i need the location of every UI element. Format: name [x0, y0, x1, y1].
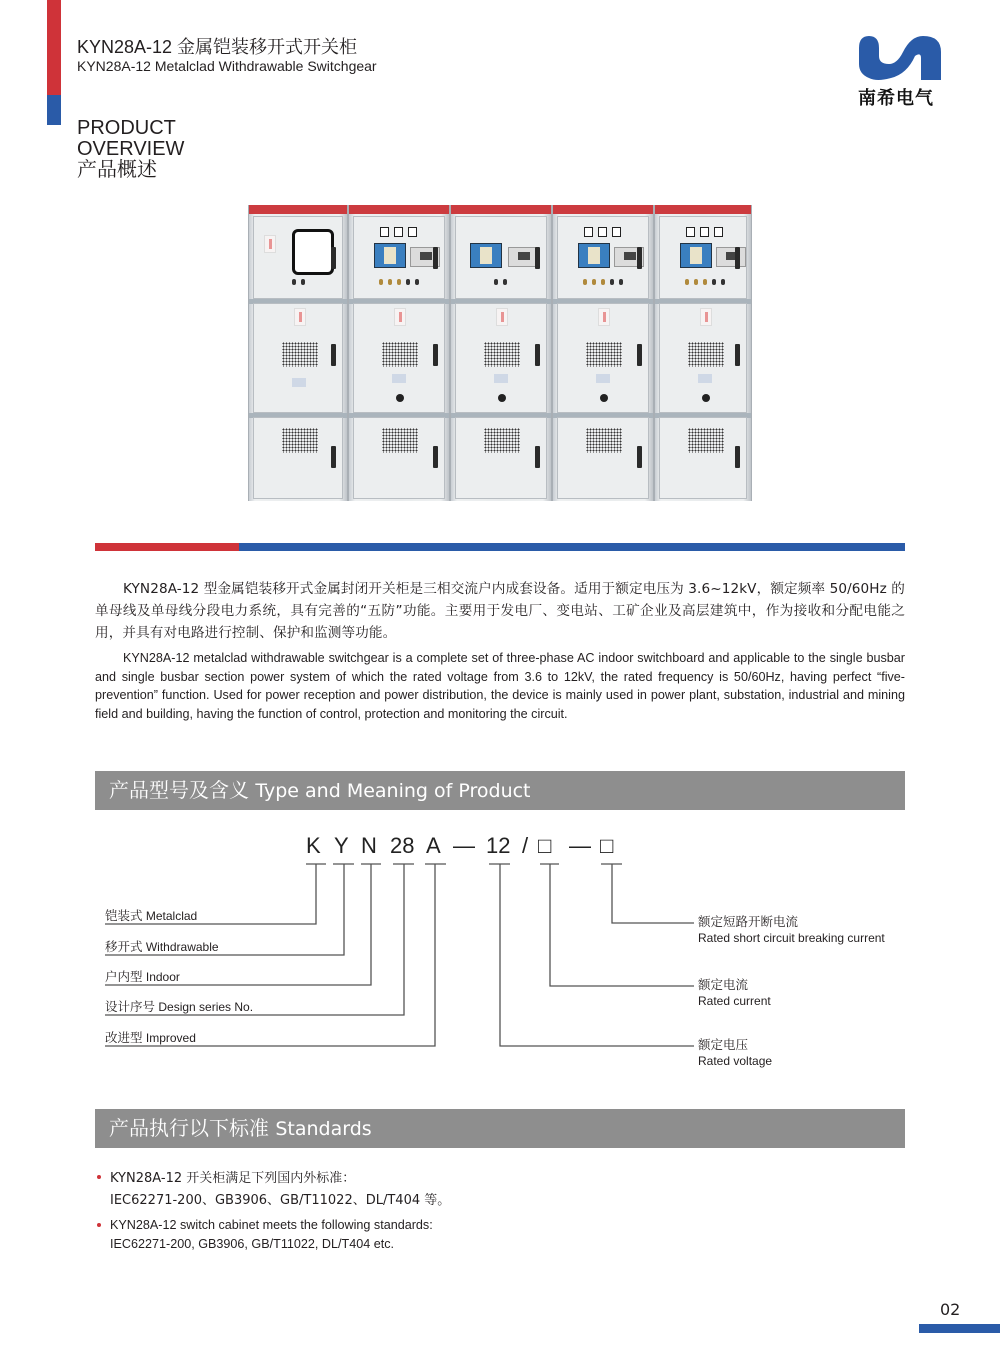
cabinet-q4	[552, 205, 654, 501]
header-accent-bar-red	[47, 0, 61, 95]
operating-hole	[702, 394, 710, 402]
ventilation-grille	[586, 428, 622, 453]
code-part-dash-2: —	[569, 833, 591, 858]
cabinet-nameplate	[553, 205, 653, 214]
page-title-en: KYN28A-12 Metalclad Withdrawable Switchgear	[77, 58, 377, 74]
cabinet-breaker-compartment	[557, 303, 649, 413]
door-handle	[331, 446, 336, 468]
page-number: 02	[940, 1300, 961, 1319]
label-en: Rated short circuit breaking current	[698, 931, 885, 945]
divider-bar-blue	[239, 543, 905, 551]
observation-window	[292, 229, 334, 275]
section-title-cn: 产品执行以下标准	[109, 1116, 269, 1140]
cabinet-nameplate	[451, 205, 551, 214]
protection-relay	[578, 243, 610, 268]
cabinet-breaker-compartment	[253, 303, 343, 413]
door-handle	[433, 446, 438, 468]
section-heading-overview	[77, 118, 184, 181]
cabinet-breaker-compartment	[455, 303, 547, 413]
label-cn: 额定电流	[698, 977, 749, 992]
type-label-design-series	[105, 997, 253, 1015]
door-handle	[433, 344, 438, 366]
label-en: Metalclad	[145, 909, 198, 923]
door-handle	[535, 247, 540, 269]
type-label-breaking-current	[698, 914, 885, 946]
intro-paragraph-en: KYN28A-12 metalclad withdrawable switchgear is a complete set of three-phase AC indoor switchboard and applicable to the single busbar and single busbar section power system of which the rated voltage from 3.6 to 12kV, the rated frequency is 50/60Hz, having perfect “five-prevention” function. Used for power reception and power distribution, the device is mainly used in power plant, substation, industrial and mining field and building, having the function of control, protection and monitoring the circuit.	[95, 651, 905, 721]
ventilation-grille	[484, 342, 520, 367]
label-en: Design series No.	[158, 1000, 254, 1014]
label-cn: 改进型	[105, 1030, 143, 1045]
cabinet-q2	[348, 205, 450, 501]
code-part-box-2: □	[600, 833, 614, 858]
multifunction-meter	[716, 247, 746, 267]
code-part-28: 28	[390, 833, 415, 858]
cabinet-breaker-compartment	[353, 303, 445, 413]
standards-item-en	[95, 1216, 905, 1254]
standards-item-line: KYN28A-12 switch cabinet meets the following standards:	[110, 1218, 433, 1232]
overview-line-1: PRODUCT	[77, 117, 176, 139]
protection-relay	[680, 243, 712, 268]
label-cn: 移开式	[105, 939, 143, 954]
page-number-bar	[919, 1324, 1000, 1333]
code-part-box-1: □	[538, 833, 552, 858]
type-label-rated-current	[698, 977, 771, 1009]
door-handle	[331, 344, 336, 366]
header-accent-bar-blue	[47, 95, 61, 125]
section-title-cn: 产品型号及含义	[109, 778, 249, 802]
protection-relay	[374, 243, 406, 268]
door-handle	[637, 344, 642, 366]
door-handle	[535, 446, 540, 468]
operating-hole	[396, 394, 404, 402]
cabinet-instrument-compartment	[353, 216, 445, 299]
type-label-improved	[105, 1028, 196, 1046]
door-handle	[535, 344, 540, 366]
cabinet-q1	[248, 205, 348, 501]
door-handle	[331, 247, 336, 269]
label-cn: 额定电压	[698, 1037, 749, 1052]
label-en: Rated voltage	[698, 1054, 773, 1068]
section-header-standards	[95, 1109, 905, 1148]
cabinet-cable-compartment	[253, 417, 343, 499]
overview-line-3: 产品概述	[77, 159, 157, 181]
cabinet-nameplate	[249, 205, 347, 214]
divider-bar-red	[95, 543, 239, 551]
cabinet-instrument-compartment	[253, 216, 343, 299]
label-cn: 铠装式	[105, 908, 143, 923]
code-part-n: N	[361, 833, 377, 858]
door-handle	[637, 446, 642, 468]
type-label-rated-voltage	[698, 1037, 772, 1069]
door-handle	[735, 247, 740, 269]
cabinet-q3	[450, 205, 552, 501]
type-label-withdrawable	[105, 937, 219, 955]
cabinet-instrument-compartment	[557, 216, 649, 299]
label-cn: 户内型	[105, 969, 143, 984]
ventilation-grille	[282, 428, 318, 453]
code-part-y: Y	[334, 833, 349, 858]
code-part-12: 12	[486, 833, 511, 858]
label-en: Indoor	[145, 970, 180, 984]
ventilation-grille	[484, 428, 520, 453]
protection-relay	[470, 243, 502, 268]
multifunction-meter	[508, 247, 538, 267]
standards-item-line: IEC62271-200、GB3906、GB/T11022、DL/T404 等。	[110, 1193, 451, 1208]
section-header-type-meaning	[95, 771, 905, 810]
cabinet-cable-compartment	[557, 417, 649, 499]
cabinet-cable-compartment	[353, 417, 445, 499]
door-handle	[735, 446, 740, 468]
label-cn: 设计序号	[105, 999, 156, 1014]
label-en: Withdrawable	[145, 940, 219, 954]
ventilation-grille	[586, 342, 622, 367]
label-en: Improved	[145, 1031, 196, 1045]
ventilation-grille	[688, 342, 724, 367]
cabinet-nameplate	[349, 205, 449, 214]
code-part-k: K	[306, 833, 321, 858]
standards-item-line: KYN28A-12 开关柜满足下列国内外标准：	[110, 1171, 356, 1186]
cabinet-q5	[654, 205, 752, 501]
standards-item-line: IEC62271-200, GB3906, GB/T11022, DL/T404 etc.	[110, 1237, 394, 1251]
company-logo-wave-icon	[855, 30, 947, 85]
cabinet-instrument-compartment	[455, 216, 547, 299]
overview-line-2: OVERVIEW	[77, 138, 185, 160]
section-title-en: Standards	[275, 1118, 372, 1140]
company-logo-text: 南希电气	[858, 88, 934, 109]
operating-hole	[498, 394, 506, 402]
cabinet-cable-compartment	[455, 417, 547, 499]
type-label-indoor	[105, 967, 180, 985]
cabinet-nameplate	[655, 205, 751, 214]
type-label-metalclad	[105, 906, 197, 924]
standards-item-cn	[95, 1168, 905, 1212]
cabinet-instrument-compartment	[659, 216, 747, 299]
operating-hole	[600, 394, 608, 402]
cabinet-breaker-compartment	[659, 303, 747, 413]
ventilation-grille	[688, 428, 724, 453]
intro-paragraph-cn: KYN28A-12 型金属铠装移开式金属封闭开关柜是三相交流户内成套设备。适用于额定电压为 3.6~12kV，额定频率 50/60Hz 的单母线及单母线分段电力系统，具有完善的“五防”功能。主要用于发电厂、变电站、工矿企业及高层建筑中，作为接收和分配电能之用，并具有对电路进行控制、保护和监测等功能。	[95, 581, 905, 641]
ventilation-grille	[382, 428, 418, 453]
product-photo	[248, 205, 752, 501]
code-part-a: A	[426, 833, 441, 858]
label-cn: 额定短路开断电流	[698, 914, 799, 929]
label-en: Rated current	[698, 994, 771, 1008]
door-handle	[735, 344, 740, 366]
door-handle	[433, 247, 438, 269]
cabinet-cable-compartment	[659, 417, 747, 499]
code-part-dash-1: —	[453, 833, 475, 858]
code-part-slash: /	[522, 833, 529, 858]
door-handle	[637, 247, 642, 269]
wiring-diagram-label	[264, 235, 276, 253]
ventilation-grille	[282, 342, 318, 367]
standards-list	[95, 1168, 905, 1254]
section-title-en: Type and Meaning of Product	[255, 780, 531, 802]
page-title-cn: KYN28A-12 金属铠装移开式开关柜	[77, 37, 358, 57]
ventilation-grille	[382, 342, 418, 367]
